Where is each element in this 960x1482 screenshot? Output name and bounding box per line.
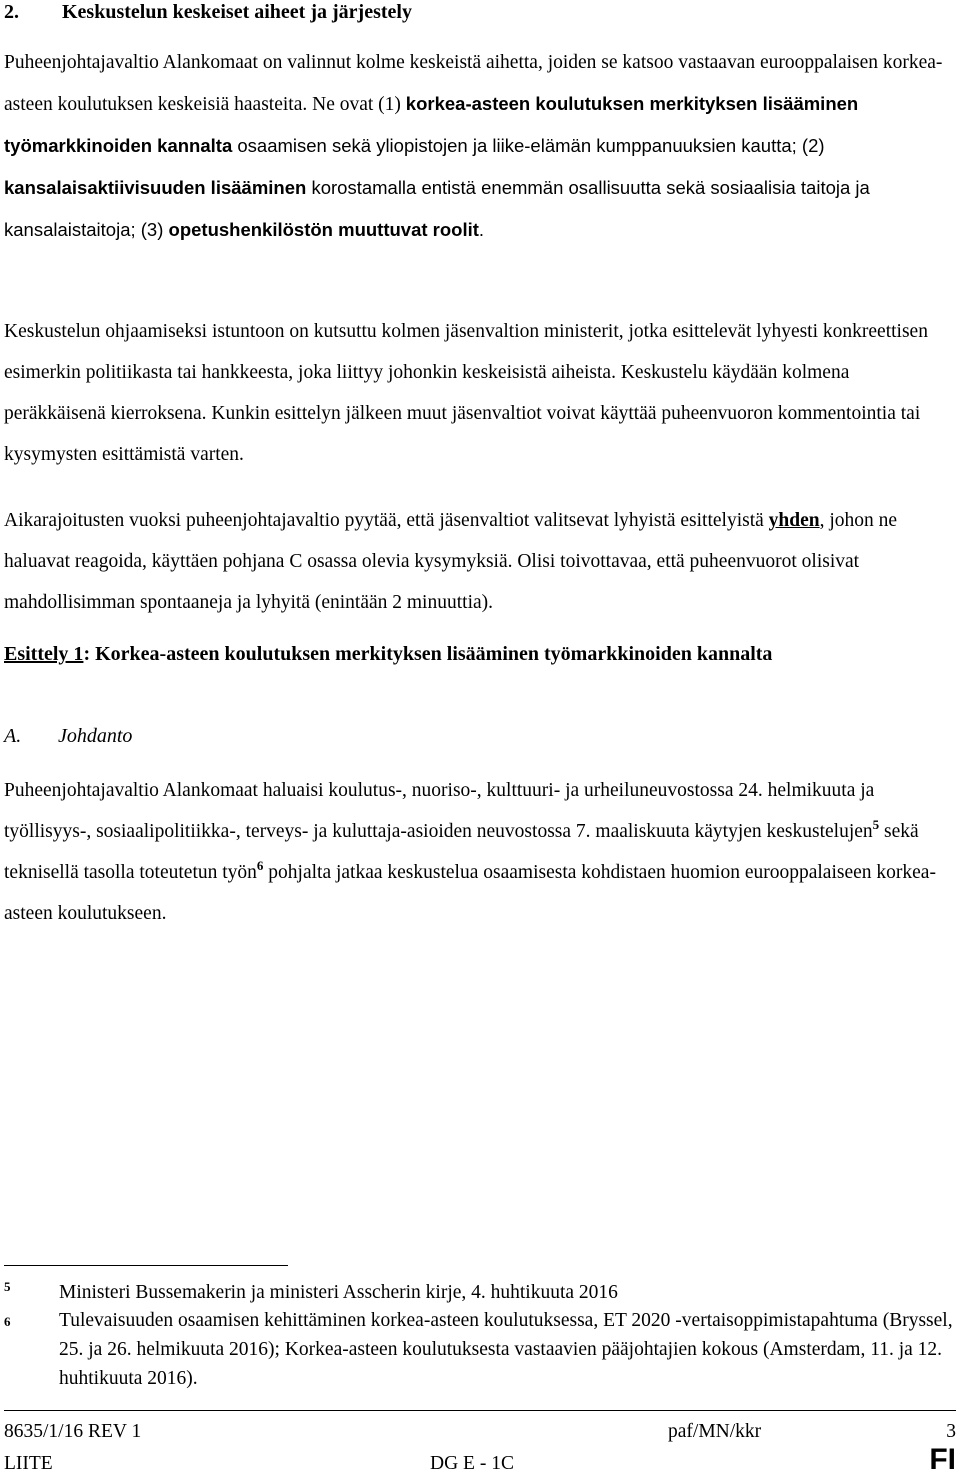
presentation-title: : Korkea-asteen koulutuksen merkityksen lisääminen työmarkkinoiden kannalta xyxy=(83,643,773,665)
footnote-number: 5 xyxy=(4,1279,11,1294)
presentation-heading xyxy=(4,640,772,668)
emphasis-one: yhden xyxy=(768,510,820,531)
text-run: . xyxy=(478,219,485,240)
topic-1: korkea-asteen koulutuksen merkityksen lisääminen työmarkkinoiden kannalta xyxy=(4,93,859,156)
paragraph-introduction xyxy=(4,770,954,934)
subheading-letter: A. xyxy=(4,725,22,747)
section-heading xyxy=(4,0,412,24)
section-number: 2. xyxy=(4,1,19,23)
footnote-number: 6 xyxy=(4,1314,11,1329)
topic-2: kansalaisaktiivisuuden lisääminen xyxy=(4,177,307,198)
text-run: osaamisen sekä yliopistojen ja liike-elämän kumppanuuksien kautta; (2) xyxy=(232,135,825,156)
text-run: pohjalta jatkaa keskustelua osaamisesta kohdistaen huomion eurooppalaiseen korkea-asteen koulutukseen. xyxy=(4,862,936,924)
document-reference: 8635/1/16 REV 1 xyxy=(4,1421,142,1442)
text-run: Puheenjohtajavaltio Alankomaat on valinnut kolme keskeistä aihetta, joiden se katsoo vastaavan eurooppalaisen korkea-asteen koulutuksen keskeisiä haasteita. Ne ovat (1) xyxy=(4,52,943,115)
section-title: Keskustelun keskeiset aiheet ja järjestely xyxy=(62,1,412,23)
annex-label: LIITE xyxy=(4,1453,53,1474)
text-run: sekä teknisellä tasolla toteutetun työn xyxy=(4,821,919,883)
paragraph-time-limits xyxy=(4,500,954,623)
text-run: korostamalla entistä enemmän osallisuutta sekä sosiaalisia taitoja ja kansalaistaitoja; (3) xyxy=(4,177,870,240)
paragraph-topics xyxy=(4,42,954,251)
subheading-introduction xyxy=(4,722,132,750)
text-run: Aikarajoitusten vuoksi puheenjohtajavaltio pyytää, että jäsenvaltiot valitsevat lyhyistä esittelyistä xyxy=(4,510,769,531)
footnote-divider xyxy=(4,1265,288,1266)
text-run: , johon ne haluavat reagoida, käyttäen pohjana C osassa olevia kysymyksiä. Olisi toivottavaa, että puheenvuorot olisivat mahdollisimman spontaaneja ja lyhyitä (enintään 2 minuuttia). xyxy=(4,510,898,613)
footer-divider xyxy=(4,1410,956,1411)
text-run: Keskustelun ohjaamiseksi istuntoon on kutsuttu kolmen jäsenvaltion ministerit, jotka esittelevät lyhyesti konkreettisen esimerkin politiikasta tai hankkeesta, joka liittyy johonkin keskeisistä aiheista. Keskustelu käydään kolmena peräkkäisenä kierroksena. Kunkin esittelyn jälkeen muut jäsenvaltiot voivat käyttää puheenvuoron kommentointia tai kysymysten esittämistä varten. xyxy=(4,321,928,465)
footnote-text: Ministeri Bussemakerin ja ministeri Asscherin kirje, 4. huhtikuuta 2016 xyxy=(59,1282,618,1303)
language-code: FI xyxy=(929,1443,956,1476)
text-run: Puheenjohtajavaltio Alankomaat haluaisi koulutus-, nuoriso-, kulttuuri- ja urheiluneuvostossa 24. helmikuuta ja työllisyys-, sosiaalipolitiikka-, terveys- ja kuluttaja-asioiden neuvostossa 7. maaliskuuta käytyjen keskustelujen xyxy=(4,780,875,842)
footnote-text: Tulevaisuuden osaamisen kehittäminen korkea-asteen koulutuksessa, ET 2020 -vertaisoppimistapahtuma (Bryssel, 25. ja 26. helmikuuta 2016); Korkea-asteen koulutuksesta vastaavien pääjohtajien kokous (Amsterdam, 11. ja 12. huhtikuuta 2016). xyxy=(59,1310,953,1389)
topic-3: opetushenkilöstön muuttuvat roolit xyxy=(168,219,479,240)
page-number: 3 xyxy=(946,1421,956,1442)
paragraph-procedure xyxy=(4,311,954,475)
presentation-label: Esittely 1 xyxy=(4,643,84,665)
directorate-code: DG E - 1C xyxy=(430,1453,514,1474)
footnote-ref-5[interactable]: 5 xyxy=(872,817,880,832)
author-initials: paf/MN/kkr xyxy=(668,1421,762,1442)
subheading-title: Johdanto xyxy=(58,725,133,747)
footnote-ref-6[interactable]: 6 xyxy=(256,858,264,873)
